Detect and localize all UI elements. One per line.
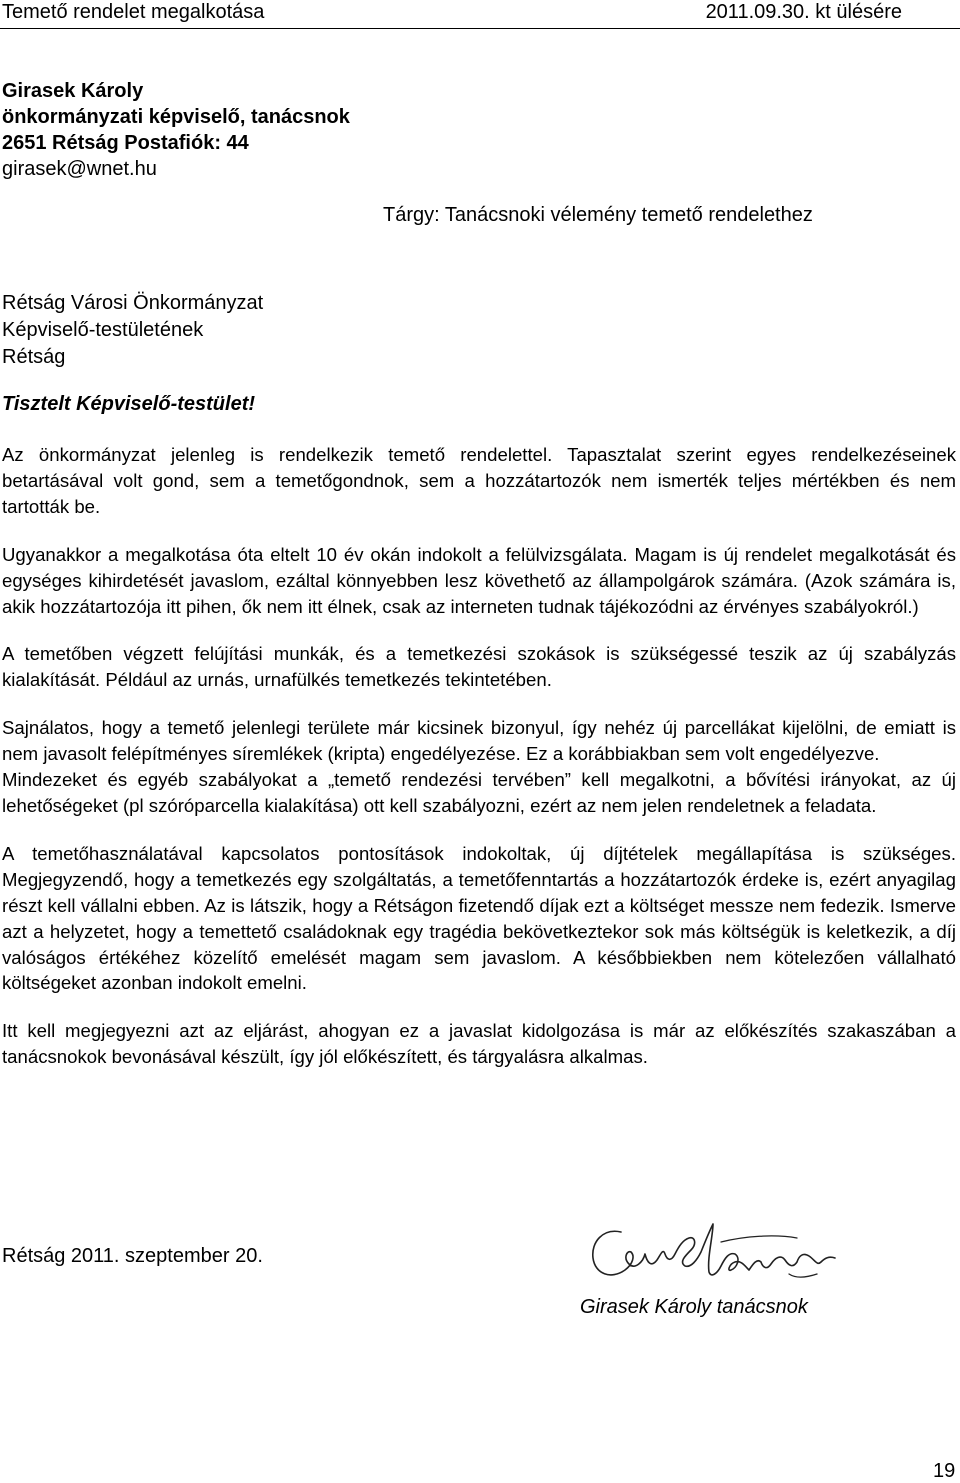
letter-body — [2, 442, 956, 1070]
meeting-date: 2011.09.30. kt ülésére — [705, 1, 902, 23]
recipient-line-2: Képviselő-testületének — [2, 319, 204, 341]
recipient-line-1: Rétság Városi Önkormányzat — [2, 292, 264, 314]
sender-address: 2651 Rétság Postafiók: 44 — [2, 132, 249, 154]
paragraph-2: Ugyanakkor a megalkotása óta eltelt 10 év okán indokolt a felülvizsgálata. Magam is új rendelet megalkotását és egységes kihirdetését javaslom, ezáltal könnyebben lesz követhető az állampolgárok számára. (Azok számára is, akik hozzátartozója itt pihen, ők nem itt élnek, csak az interneten tudnak tájékozódni az érvényes szabályokról.) — [2, 543, 956, 617]
signer-name: Girasek Károly tanácsnok — [580, 1296, 808, 1318]
paragraph-6: A temetőhasználatával kapcsolatos pontosítások indokoltak, új díjtételek megállapítása is szükséges. Megjegyzendő, hogy a temetkezés egy szolgáltatás, a temetőfenntartás a hozzátartozók érdeke is, ezért anyagilag részt kell vállalni ebben. Az is látszik, hogy a Rétságon fizetendő díjak ezt a költséget messze nem fedezik. Ismerve azt a helyzetet, hogy a temettető családoknak egy tragédia bekövetkeztekor sok más költségük is keletkezik, a díj valóságos értékéhez közelítő emelését magam sem javaslom. A későbbiekben nem kötelezően vállalható költségeket azonban indokolt emelni. — [2, 842, 956, 994]
paragraph-3: A temetőben végzett felújítási munkák, és a temetkezési szokások is szükségessé teszik az új szabályzás kialakítását. Például az urnás, urnafülkés temetkezés tekintetében. — [2, 643, 956, 691]
paragraph-5: Mindezeket és egyéb szabályokat a „temető rendezési tervében” kell megalkotni, a bővítési irányokat, az új lehetőségeket (pl szóróparcella kialakítása) ott kell szabályozni, ezért az nem jelen rendeletnek a feladata. — [2, 769, 956, 816]
paragraph-7: Itt kell megjegyezni azt az eljárást, ahogyan ez a javaslat kidolgozása is már az előkészítés szakaszában a tanácsnokok bevonásával készült, így jól előkészített, és tárgyalásra alkalmas. — [2, 1020, 956, 1068]
salutation: Tisztelt Képviselő-testület! — [2, 393, 256, 415]
letter-date: Rétság 2011. szeptember 20. — [2, 1245, 263, 1267]
subject-line: Tárgy: Tanácsnoki vélemény temető rendelethez — [383, 204, 813, 226]
document-title: Temető rendelet megalkotása — [2, 1, 265, 23]
sender-role: önkormányzati képviselő, tanácsnok — [2, 106, 350, 128]
page-number: 19 — [933, 1460, 956, 1482]
recipient-block — [2, 290, 263, 371]
handwritten-signature — [585, 1218, 845, 1306]
sender-name: Girasek Károly — [2, 80, 144, 102]
paragraph-1: Az önkormányzat jelenleg is rendelkezik temető rendelettel. Tapasztalat szerint egyes rendelkezéseinek betartásával volt gond, sem a temetőgondnok, sem a hozzátartozók nem ismerték teljes mértékben és nem tartották be. — [2, 444, 956, 517]
paragraph-4: Sajnálatos, hogy a temető jelenlegi területe már kicsinek bizonyul, így nehéz új parcellákat kijelölni, de emiatt is nem javasolt felépítményes síremlékek (kripta) engedélyezése. Ez a korábbiakban sem volt engedélyezve. — [2, 717, 956, 765]
page-header — [0, 0, 960, 29]
recipient-line-3: Rétság — [2, 346, 66, 368]
sender-block — [2, 78, 350, 182]
sender-email: girasek@wnet.hu — [2, 158, 157, 180]
